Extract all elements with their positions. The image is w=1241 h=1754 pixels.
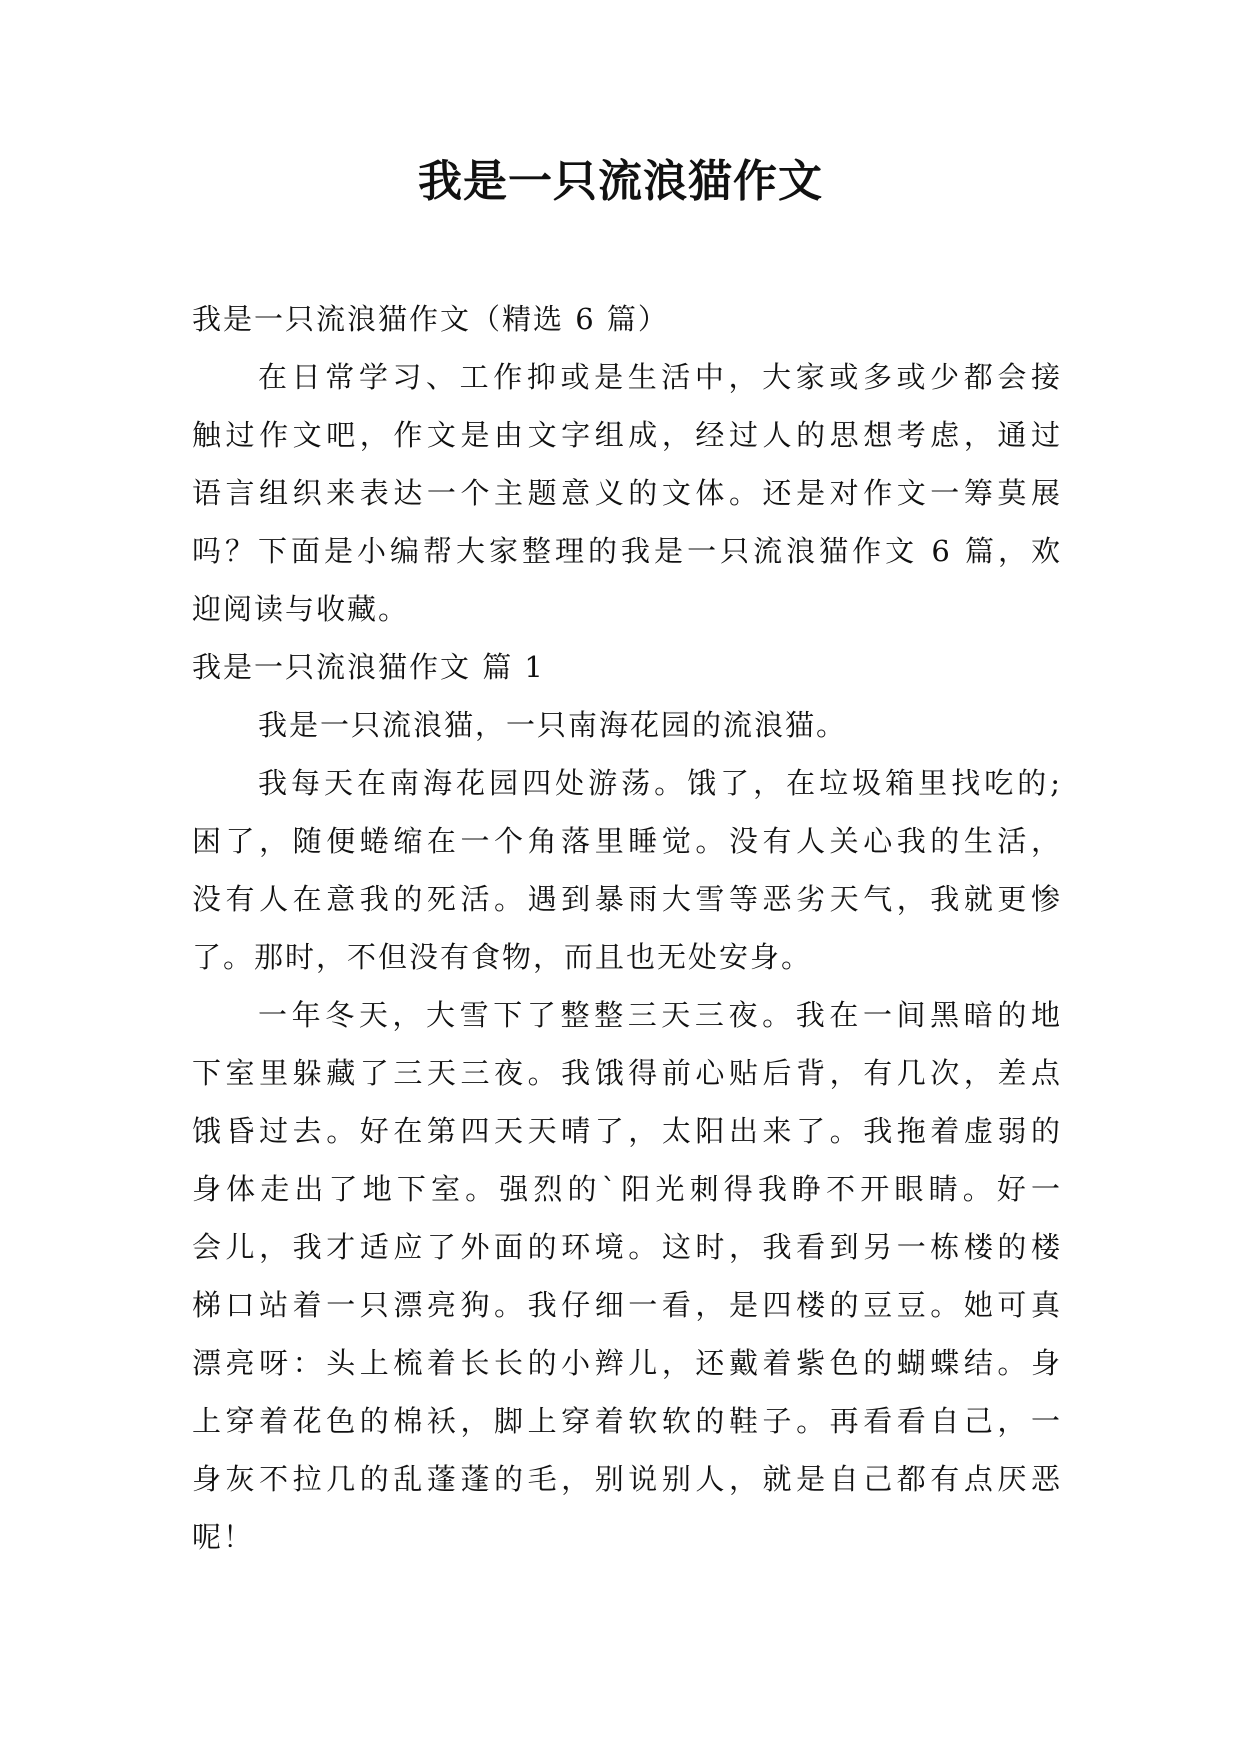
text-line: 身体走出了地下室。强烈的`阳光刺得我睁不开眼睛。好一	[192, 1172, 1062, 1206]
text-line: 我是一只流浪猫，一只南海花园的流浪猫。	[258, 708, 848, 742]
text-line: 了。那时，不但没有食物，而且也无处安身。	[192, 940, 813, 974]
text-line: 触过作文吧，作文是由文字组成，经过人的思想考虑，通过	[192, 418, 1062, 452]
document-title: 我是一只流浪猫作文	[418, 156, 823, 207]
text-line: 会儿，我才适应了外面的环境。这时，我看到另一栋楼的楼	[192, 1230, 1062, 1264]
section-heading: 我是一只流浪猫作文 篇 1	[192, 650, 545, 684]
text-line: 语言组织来表达一个主题意义的文体。还是对作文一筹莫展	[192, 476, 1062, 510]
text-line: 身灰不拉几的乱蓬蓬的毛，别说别人，就是自己都有点厌恶	[192, 1462, 1062, 1496]
text-line: 上穿着花色的棉袄，脚上穿着软软的鞋子。再看看自己，一	[192, 1404, 1062, 1438]
text-line: 饿昏过去。好在第四天天晴了，太阳出来了。我拖着虚弱的	[192, 1114, 1062, 1148]
text-line: 没有人在意我的死活。遇到暴雨大雪等恶劣天气，我就更惨	[192, 882, 1062, 916]
text-line: 在日常学习、工作抑或是生活中，大家或多或少都会接	[258, 360, 1062, 394]
text-line: 困了，随便蜷缩在一个角落里睡觉。没有人关心我的生活，	[192, 824, 1062, 858]
text-line: 漂亮呀：头上梳着长长的小辫儿，还戴着紫色的蝴蝶结。身	[192, 1346, 1062, 1380]
text-line: 我每天在南海花园四处游荡。饿了，在垃圾箱里找吃的;	[258, 766, 1062, 800]
text-line: 一年冬天，大雪下了整整三天三夜。我在一间黑暗的地	[258, 998, 1062, 1032]
text-line: 迎阅读与收藏。	[192, 592, 410, 626]
text-line: 下室里躲藏了三天三夜。我饿得前心贴后背，有几次，差点	[192, 1056, 1062, 1090]
text-line: 呢！	[192, 1520, 255, 1554]
text-line: 吗？下面是小编帮大家整理的我是一只流浪猫作文 6 篇，欢	[192, 534, 1062, 568]
document-body	[192, 290, 1062, 1566]
article-subtitle: 我是一只流浪猫作文（精选 6 篇）	[192, 302, 669, 336]
text-line: 梯口站着一只漂亮狗。我仔细一看，是四楼的豆豆。她可真	[192, 1288, 1062, 1322]
